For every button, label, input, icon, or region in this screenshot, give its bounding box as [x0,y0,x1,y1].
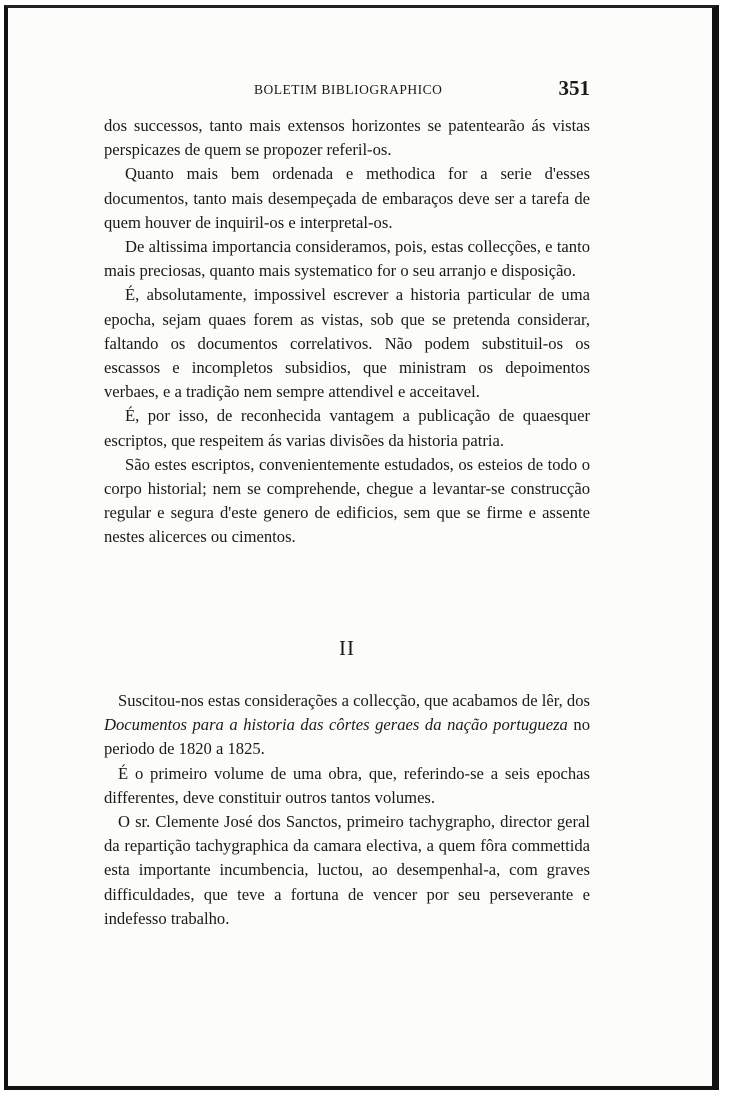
paragraph-text: Suscitou-nos estas considerações a collecção, que acabamos de lêr, dos [118,691,590,710]
running-head: BOLETIM BIBLIOGRAPHICO [254,82,443,97]
paragraph: Quanto mais bem ordenada e methodica for a serie d'esses documentos, tanto mais desempeçada de embaraços deve ser a tarefa de quem houver de inquiril-os e interpretal-os. [104,164,590,232]
paragraph-continuation: dos successos, tanto mais extensos horizontes se patentearão ás vistas perspicazes de quem se propozer referil-os. [104,116,590,160]
paragraph: É, absolutamente, impossivel escrever a historia particular de uma epocha, sejam quaes forem as vistas, sob que se pretenda considerar, faltando os documentos correlativos. Não podem substituil-os os escassos e incompletos subsidios, que ministram os depoimentos verbaes, e a tradição nem sempre attendivel e acceitavel. [104,285,590,402]
paragraph: O sr. Clemente José dos Sanctos, primeiro tachygrapho, director geral da repartição tachygraphica da camara electiva, a quem fôra commettida esta importante incumbencia, luctou, ao desempenhal-a, com graves difficuldades, que teve a fortuna de vencer por seu perseverante e indefesso trabalho. [104,812,590,928]
paragraph: É, por isso, de reconhecida vantagem a publicação de quaesquer escriptos, que respeitem ás varias divisões da historia patria. [104,406,590,450]
paragraph: São estes escriptos, convenientemente estudados, os esteios de todo o corpo historial; nem se comprehende, chegue a levantar-se construcção regular e segura d'este genero de edificios, sem que se firme e assente nestes alicerces ou cimentos. [104,454,590,547]
paragraph: É o primeiro volume de uma obra, que, referindo-se a seis epochas differentes, deve constituir outros tantos volumes. [104,763,590,807]
section-2-body [104,689,590,931]
paragraph: De altissima importancia consideramos, pois, estas collecções, e tanto mais preciosas, quanto mais systematico for o seu arranjo e disposição. [104,237,590,281]
paragraph-with-title [104,689,590,762]
section-1-body [104,114,590,550]
paragraph-text: no periodo de 1820 a 1825. [104,715,591,759]
page-number: 351 [558,76,590,100]
section-heading: II [339,636,355,660]
book-title: Documentos para a historia das côrtes geraes da nação portugueza [104,715,568,735]
page-header [104,76,590,102]
